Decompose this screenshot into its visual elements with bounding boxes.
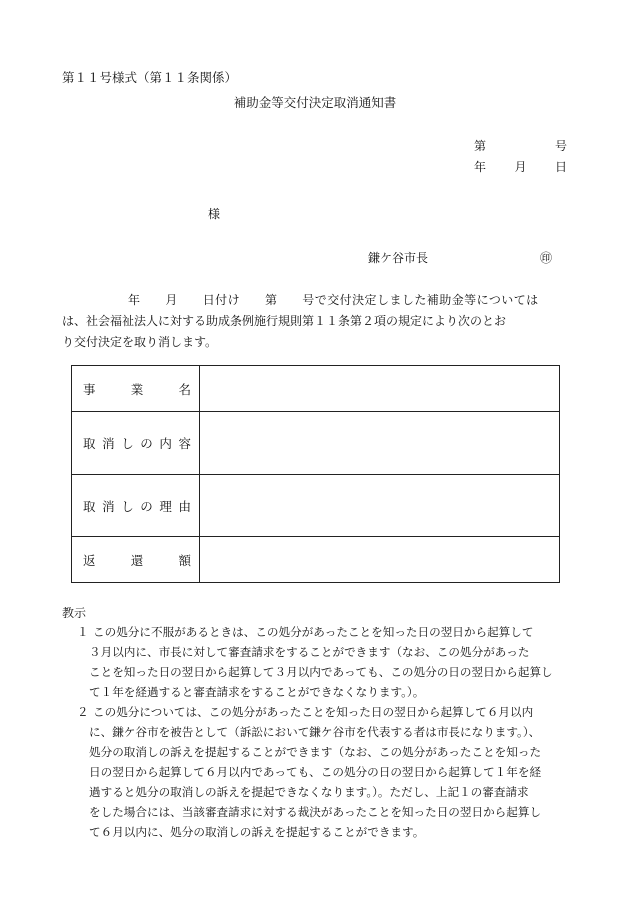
body-line: は、社会福祉法人に対する助成条例施行規則第１１条第２項の規定により次のとお <box>62 314 507 328</box>
year-label: 年 <box>474 160 487 174</box>
label-char: 消 <box>102 436 115 451</box>
table-row <box>72 366 560 412</box>
label-char: 理 <box>159 498 172 514</box>
notice-line: をした場合には、当該審査請求に対する裁決があったことを知った日の翌日から起算し <box>89 805 542 819</box>
label-char: 事 <box>83 381 96 397</box>
label-char: 額 <box>178 552 191 568</box>
notice-item-number: １ <box>77 625 89 639</box>
notice-item-number: ２ <box>77 705 89 719</box>
row-value-refund-amount <box>200 537 560 583</box>
details-table <box>71 365 560 583</box>
label-char: 取 <box>83 498 96 514</box>
seal-mark: ㊞ <box>540 251 553 265</box>
body-line: り交付決定を取り消します。 <box>62 335 218 349</box>
label-char: の <box>140 436 153 451</box>
notice-line: この処分に不服があるときは、この処分があったことを知った日の翌日から起算して <box>93 625 534 639</box>
row-value-cancellation-reason <box>200 475 560 537</box>
label-char: 名 <box>178 381 191 397</box>
month-label: 月 <box>514 160 527 174</box>
row-label-cancellation-reason <box>72 475 200 537</box>
label-char: 消 <box>102 498 115 514</box>
body-line: 年 月 日付け 第 号で交付決定しました補助金等については <box>128 293 539 307</box>
row-label-cancellation-content <box>72 412 200 475</box>
label-char: 内 <box>159 436 172 451</box>
label-char: 業 <box>130 381 144 397</box>
table-row <box>72 537 560 583</box>
label-char: 還 <box>130 552 144 568</box>
addressee-honorific: 様 <box>208 207 221 221</box>
label-char: 由 <box>178 498 191 514</box>
row-value-cancellation-content <box>200 412 560 475</box>
number-label: 第 <box>474 139 487 153</box>
label-char: し <box>121 436 134 451</box>
notice-item <box>62 622 582 702</box>
notice-line: 処分の取消しの訴えを提起することができます（なお、この処分があったことを知った <box>89 745 542 759</box>
notice-line: て１年を経過すると審査請求をすることができなくなります。）。 <box>89 685 425 699</box>
row-value-project-name <box>200 366 560 412</box>
notice-line: に、鎌ケ谷市を被告として（訴訟において鎌ケ谷市を代表する者は市長になります。）、 <box>89 725 541 739</box>
notice-section <box>62 622 582 842</box>
label-char: 容 <box>178 436 191 451</box>
notice-line: て６月以内に、処分の取消しの訴えを提起することができます。 <box>89 825 425 839</box>
notice-heading: 教示 <box>62 606 87 620</box>
row-label-project-name <box>72 366 200 412</box>
document-number-line <box>474 137 567 154</box>
document-date-line <box>474 158 567 175</box>
table-row <box>72 412 560 475</box>
form-number: 第１１号様式（第１１条関係） <box>62 70 238 85</box>
body-paragraph <box>62 290 572 353</box>
notice-line: 過すると処分の取消しの訴えを提起できなくなります。）。ただし、上記１の審査請求 <box>89 785 529 799</box>
label-char: 返 <box>83 552 96 568</box>
label-char: 取 <box>83 436 96 451</box>
notice-line: ことを知った日の翌日から起算して３月以内であっても、この処分の日の翌日から起算し <box>89 665 553 679</box>
table-row <box>72 475 560 537</box>
notice-line: 日の翌日から起算して６月以内であっても、この処分の日の翌日から起算して１年を経 <box>89 765 542 779</box>
label-char: し <box>121 498 134 514</box>
notice-item <box>62 702 582 842</box>
document-title: 補助金等交付決定取消通知書 <box>233 95 397 110</box>
number-suffix: 号 <box>554 139 567 153</box>
row-label-refund-amount <box>72 537 200 583</box>
issuer-name: 鎌ケ谷市長 <box>368 251 429 265</box>
notice-line: この処分については、この処分があったことを知った日の翌日から起算して６月以内 <box>93 705 534 719</box>
day-label: 日 <box>554 160 567 174</box>
label-char: の <box>140 498 153 514</box>
notice-line: ３月以内に、市長に対して審査請求をすることができます（なお、この処分があった <box>89 645 530 659</box>
